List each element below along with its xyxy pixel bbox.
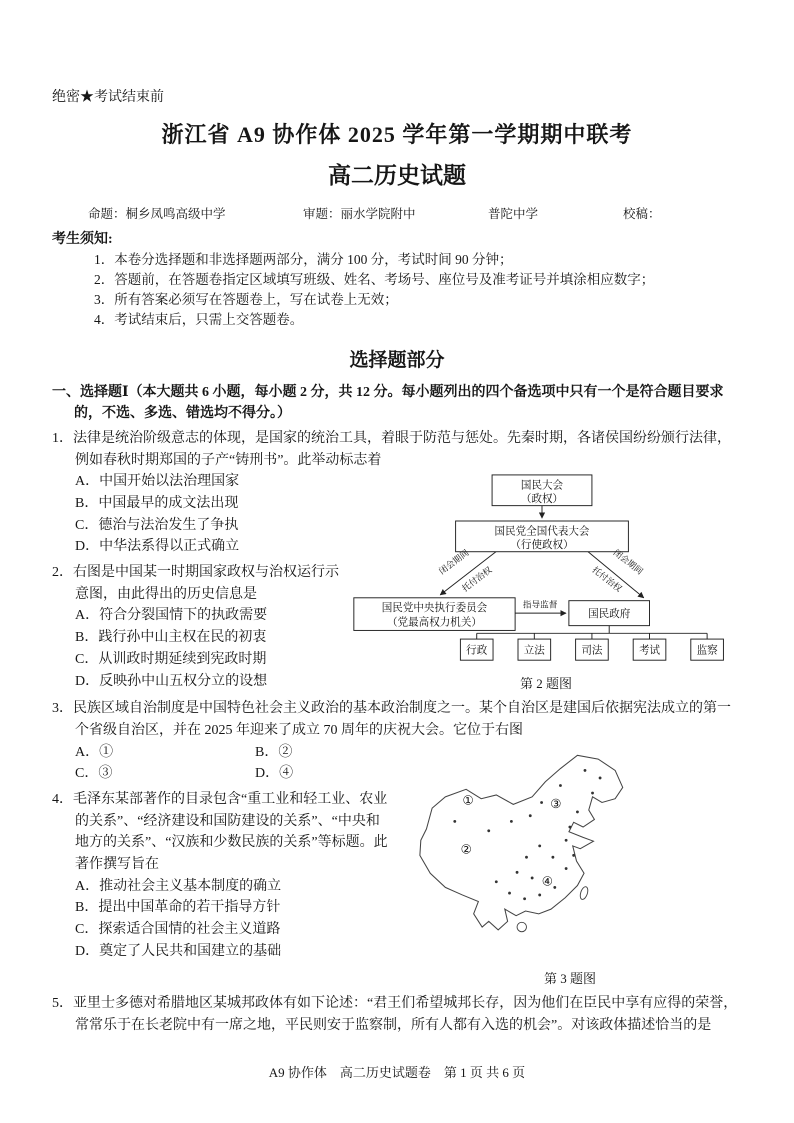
part1-heading: 一、选择题Ⅰ（本大题共 6 小题，每小题 2 分，共 12 分。每小题列出的四个备选项中只有一个是符合题目要求的，不选、多选、错选均不得分。） — [52, 384, 724, 422]
question-4-option-a: A．推动社会主义基本制度的确立 — [75, 878, 282, 894]
branch-label-2: 立法 — [523, 645, 545, 657]
question-3-option-b: B．② — [255, 744, 293, 760]
branch-label-4: 考试 — [638, 645, 661, 657]
question-3-stem — [52, 698, 742, 741]
exam-subtitle: 高二历史试题 — [328, 163, 466, 188]
secrecy-label: 绝密★考试结束前 — [52, 90, 164, 105]
map-marker-4: ④ — [541, 874, 553, 889]
question-1-stem-text: 法律是统治阶级意志的体现，是国家的统治工具，着眼于防范与惩处。先秦时期，各诸侯国纷纷颁行法律，例如春秋时期郑国的子产“铸刑书”。此举动标志着 — [73, 430, 731, 468]
question-4-stem-text: 毛泽东某部著作的目录包含“重工业和轻工业、农业的关系”、“经济建设和国防建设的关系”、“中央和地方的关系”、“汉族和少数民族的关系”等标题。此著作撰写旨在 — [73, 791, 388, 872]
map-marker-3: ③ — [550, 796, 562, 811]
figure-caption-q3: 第 3 题图 — [543, 971, 596, 987]
question-4-option-d: D．奠定了人民共和国建立的基础 — [75, 943, 282, 959]
question-3-number: 3． — [52, 701, 73, 717]
question-3-stem-text: 民族区域自治制度是中国特色社会主义政治的基本政治制度之一。某个自治区是建国后依据宪法成立的第一个省级自治区，并在 2025 年迎来了成立 70 周年的庆祝大会。它位于右图 — [73, 701, 731, 738]
svg-text:（政权）: （政权） — [520, 494, 564, 506]
question-5-stem-text: 亚里士多德对希腊地区某城邦政体有如下论述：“君王们希望城邦长存，因为他们在臣民中享有应得的荣誉，常常乐于在长老院中有一席之地，平民则安于监察制，所有人都有入选的机会”。对该政体描述恰当的是 — [73, 996, 738, 1034]
notice-item-3: 3．所有答案必须写在答题卷上，写在试卷上无效； — [94, 292, 398, 308]
map-marker-1: ① — [462, 792, 474, 807]
question-1-option-a: A．中国开始以法治理国家 — [75, 474, 240, 490]
notice-title: 考生须知: — [52, 232, 113, 247]
branch-label-1: 行政 — [466, 645, 488, 657]
edge-label-entrust-left: 托付治权 — [460, 565, 494, 594]
question-2-figure — [350, 473, 742, 694]
question-2-option-a: A．符合分裂国情下的执政需要 — [75, 608, 268, 624]
notice-item-4: 4．考试结束后，只需上交答题卷。 — [94, 312, 304, 328]
question-5-stem — [52, 993, 742, 1036]
question-2-option-b: B．践行孙中山主权在民的初衷 — [75, 630, 267, 646]
city-dots — [453, 769, 601, 900]
svg-text:（党最高权力机关）: （党最高权力机关） — [387, 617, 482, 629]
question-3-figure — [398, 744, 742, 990]
question-1-option-b: B．中国最早的成文法出现 — [75, 496, 239, 512]
node-national-government-label: 国民政府 — [588, 609, 631, 621]
q2-diagram — [350, 473, 734, 665]
svg-text:（行使政权）: （行使政权） — [510, 540, 574, 552]
question-4-option-b: B．提出中国革命的若干指导方针 — [75, 900, 281, 916]
q3-china-map — [398, 744, 738, 961]
meta-proofreader: 校稿： — [623, 207, 661, 221]
question-2-option-c: C．从训政时期延续到宪政时期 — [75, 651, 267, 667]
question-5-number: 5． — [52, 996, 73, 1012]
node-party-congress-label: 国民党全国代表大会 — [494, 526, 590, 538]
node-national-assembly-label: 国民大会 — [520, 480, 564, 492]
question-1-option-d: D．中华法系得以正式确立 — [75, 539, 240, 555]
question-2-stem-text: 右图是中国某一时期国家政权与治权运行示意图，由此得出的历史信息是 — [73, 565, 339, 602]
notice-section — [52, 230, 742, 331]
edge-label-recess-right: 闭会期间 — [611, 547, 646, 577]
question-3-options — [52, 742, 388, 785]
meta-setter: 命题：桐乡凤鸣高级中学 — [88, 207, 226, 221]
page-footer: A9 协作体 高二历史试题卷 第 1 页 共 6 页 — [268, 1065, 526, 1080]
figure-caption-q2: 第 2 题图 — [519, 676, 572, 692]
branch-label-3: 司法 — [581, 645, 603, 657]
meta-reviewer: 审题：丽水学院附中 — [303, 207, 416, 221]
question-2-number: 2． — [52, 565, 73, 581]
notice-item-1: 1．本卷分选择题和非选择题两部分，满分 100 分，考试时间 90 分钟； — [94, 251, 513, 267]
meta-reviewer-2: 普陀中学 — [488, 207, 539, 221]
question-5 — [52, 993, 742, 1036]
question-3-option-a: A．① — [75, 744, 114, 760]
question-4-number: 4． — [52, 791, 73, 807]
edge-label-supervise: 指导监督 — [522, 599, 558, 610]
question-1-stem — [52, 428, 742, 471]
node-central-executive-label: 国民党中央执行委员会 — [381, 603, 488, 615]
hainan-island — [517, 922, 526, 931]
branch-label-5: 监察 — [696, 645, 718, 657]
question-3-option-d: D．④ — [255, 766, 294, 782]
taiwan-island — [579, 885, 589, 900]
edge-label-recess-left: 闭会期间 — [437, 547, 471, 577]
question-4-option-c: C．探索适合国情的社会主义道路 — [75, 922, 281, 938]
exam-meta-row — [52, 204, 742, 222]
section-title: 选择题部分 — [349, 349, 445, 371]
question-2-option-d: D．反映孙中山五权分立的设想 — [75, 673, 268, 689]
question-1-option-c: C．德治与法治发生了争执 — [75, 517, 239, 533]
exam-title: 浙江省 A9 协作体 2025 学年第一学期期中联考 — [161, 122, 633, 147]
question-1-number: 1． — [52, 430, 73, 446]
map-marker-2: ② — [460, 841, 472, 856]
question-3-option-c: C．③ — [75, 766, 113, 782]
edge-label-entrust-right: 托付治权 — [590, 564, 624, 595]
china-outline — [420, 755, 623, 930]
notice-item-2: 2．答题前，在答题卷指定区域填写班级、姓名、考场号、座位号及准考证号并填涂相应数字； — [94, 271, 655, 287]
